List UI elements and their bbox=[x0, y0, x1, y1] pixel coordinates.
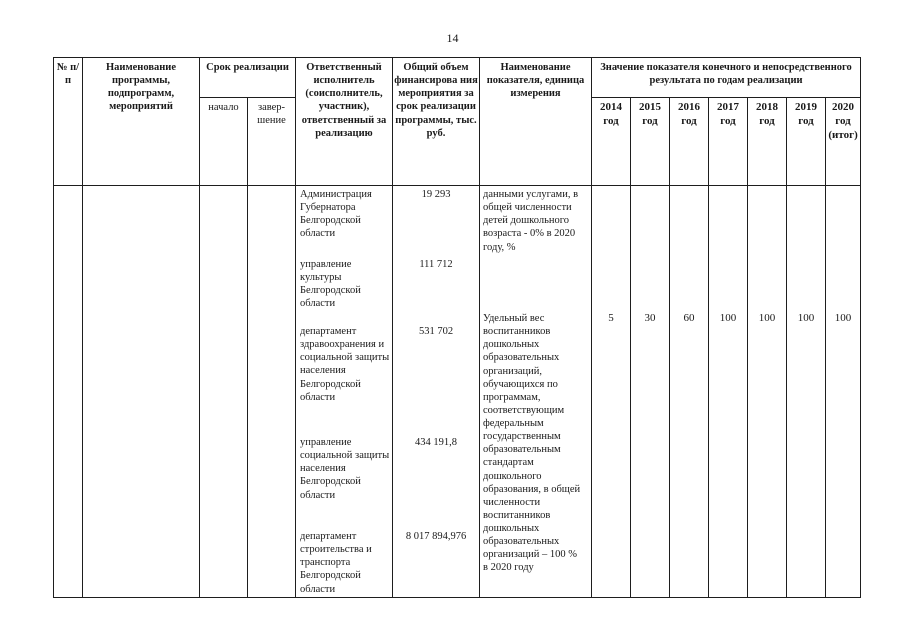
value-2016: 60 bbox=[683, 312, 695, 324]
header-year-2016: 2016 год bbox=[670, 98, 709, 186]
header-values-group: Значение показателя конечного и непосредственного результата по годам реализации bbox=[592, 58, 861, 98]
header-year-2018: 2018 год bbox=[748, 98, 787, 186]
year-cell-2017 bbox=[709, 186, 748, 598]
header-year-2019: 2019 год bbox=[787, 98, 826, 186]
header-year-2017: 2017 год bbox=[709, 98, 748, 186]
executor-1: Администрация Губернатора Белгородской области bbox=[300, 189, 372, 240]
header-year-2020: 2020 год (итог) bbox=[826, 98, 861, 186]
page-number: 14 bbox=[446, 31, 459, 45]
header-year-2015: 2015 год bbox=[631, 98, 670, 186]
header-responsible: Ответственный исполнитель (соисполнитель, участник), ответственный за реализацию bbox=[296, 58, 393, 186]
program-table bbox=[53, 57, 861, 598]
cell-start-empty bbox=[200, 186, 248, 598]
year-cell-2019 bbox=[787, 186, 826, 598]
amount-1: 19 293 bbox=[421, 189, 451, 200]
indicator-text-1: данными услугами, в общей численности детей дошкольного возраста - 0% в 2020 году, % bbox=[483, 189, 579, 253]
value-2018: 100 bbox=[758, 312, 776, 324]
executor-4: управление социальной защиты населения Белгородской области bbox=[300, 437, 390, 501]
header-year-2014: 2014 год bbox=[592, 98, 631, 186]
executor-3: департамент здравоохранения и социальной защиты населения Белгородской области bbox=[300, 326, 390, 403]
executor-5: департамент строительства и транспорта Белгородской области bbox=[300, 531, 372, 595]
cell-end-empty bbox=[248, 186, 296, 598]
header-term-start: начало bbox=[200, 98, 248, 186]
financing-cell bbox=[393, 186, 480, 598]
header-indicator: Наименование показателя, единица измерения bbox=[480, 58, 592, 186]
header-term: Срок реализации bbox=[200, 58, 296, 98]
value-2014: 5 bbox=[608, 312, 614, 324]
header-term-end: завер-шение bbox=[248, 98, 296, 186]
indicator-text-2: Удельный вес воспитанников дошкольных образовательных организаций, обучающихся по программам, соответствующим федеральным государственным образовательным стандартам дошкольного образования, в общей численности воспитанников дошкольных образовательных организаций – 100 % в 2020 году bbox=[483, 313, 581, 574]
amount-2: 111 712 bbox=[419, 259, 453, 270]
year-cell-2018 bbox=[748, 186, 787, 598]
year-cell-2014 bbox=[592, 186, 631, 598]
header-financing: Общий объем финансирова ния мероприятия за срок реализации программы, тыс. руб. bbox=[393, 58, 480, 186]
year-cell-2016 bbox=[670, 186, 709, 598]
amount-4: 434 191,8 bbox=[415, 437, 457, 448]
amount-3: 531 702 bbox=[418, 326, 454, 337]
cell-num-empty bbox=[54, 186, 83, 598]
value-2020: 100 bbox=[834, 312, 852, 324]
cell-program-empty bbox=[83, 186, 200, 598]
value-2017: 100 bbox=[719, 312, 737, 324]
header-num: № п/п bbox=[54, 58, 83, 186]
header-program: Наименование программы, подпрограмм, мероприятий bbox=[83, 58, 200, 186]
responsible-cell bbox=[296, 186, 393, 598]
year-cell-2020 bbox=[826, 186, 861, 598]
value-2015: 30 bbox=[644, 312, 656, 324]
value-2019: 100 bbox=[797, 312, 815, 324]
indicator-cell bbox=[480, 186, 592, 598]
executor-2: управление культуры Белгородской области bbox=[300, 259, 361, 310]
year-cell-2015 bbox=[631, 186, 670, 598]
amount-5: 8 017 894,976 bbox=[405, 531, 467, 542]
